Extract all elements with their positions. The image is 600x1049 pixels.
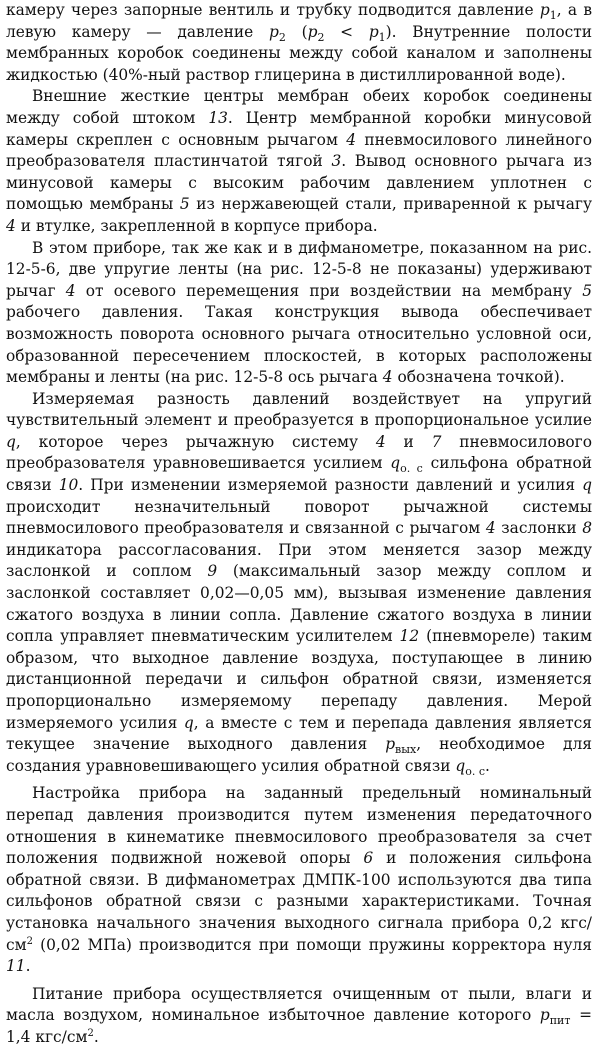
paragraph-air-supply bbox=[6, 984, 592, 1049]
text-run: и положения сильфона обратной связи. В дифманометрах ДМПК-100 используются два типа сильфонов обратной связи с разными характеристиками. Точная установка начального значения выходного сигнала прибора 0,2 кгс/см bbox=[6, 849, 592, 954]
text-run: Внешние жесткие центры мембран обеих коробок соединены между собой штоком bbox=[6, 87, 592, 127]
italic-symbol: 12 bbox=[399, 627, 420, 646]
paragraph-calibration bbox=[6, 783, 592, 977]
text-run: . Вывод основного рычага из минусовой камеры с высоким рабочим давлением уплотнен с помощью мембраны bbox=[6, 152, 592, 214]
superscript: 2 bbox=[26, 935, 33, 947]
paragraph-elastic-bands bbox=[6, 238, 592, 389]
italic-symbol: q bbox=[183, 713, 194, 732]
document-page bbox=[6, 0, 592, 1049]
text-run: В этом приборе, так же как и в дифманометре, показанном на рис. 12-5-6, две упругие ленты (на рис. 12-5-8 не показаны) удерживают рычаг bbox=[6, 238, 592, 300]
paragraph-continuation bbox=[6, 0, 592, 86]
text-run: сильфона обратной связи bbox=[6, 454, 593, 495]
text-run: происходит незначительный поворот рычажной системы пневмосилового преобразователя и связанной с рычагом bbox=[6, 497, 592, 538]
text-run: Измеряемая разность давлений воздействует на упругий чувствительный элемент и преобразуется в пропорциональное усилие bbox=[6, 389, 592, 430]
text-run: < bbox=[324, 22, 369, 41]
text-run: . bbox=[25, 957, 31, 976]
italic-symbol: q bbox=[390, 454, 401, 473]
text-run: ). Внутренние полости мембранных коробок соединены между собой каналом и заполнены жидкостью (40%-ный раствор глицерина в дистиллированной воде). bbox=[6, 22, 592, 84]
text-run: ( bbox=[285, 22, 308, 41]
text-run: обозначена точкой). bbox=[392, 368, 565, 387]
subscript: пит bbox=[549, 1014, 571, 1028]
italic-symbol: 5 bbox=[179, 195, 190, 214]
text-run: , а в левую камеру — давление bbox=[6, 1, 592, 41]
text-run: . Центр мембранной коробки минусовой камеры скреплен с основным рычагом bbox=[6, 108, 592, 149]
italic-symbol: 13 bbox=[208, 108, 228, 127]
italic-symbol: 7 bbox=[431, 432, 442, 451]
text-run: (пневмореле) таким образом, что выходное давление воздуха, поступающее в линию дистанционной передачи и сильфон обратной связи, изменяется пропорционально измеряемому перепаду давления. Мерой измеряемого усилия bbox=[6, 627, 592, 732]
text-run: Питание прибора осуществляется очищенным от пыли, влаги и масла воздухом, номинальное избыточное давление которого bbox=[6, 984, 592, 1025]
subscript: о. с bbox=[400, 462, 423, 476]
italic-symbol: p bbox=[539, 1, 550, 19]
subscript: 2 bbox=[317, 30, 325, 44]
italic-symbol: 4 bbox=[346, 130, 357, 149]
text-run: . bbox=[93, 1027, 99, 1046]
subscript: о. с bbox=[465, 764, 486, 778]
subscript: 2 bbox=[278, 30, 286, 44]
subscript: вых bbox=[395, 743, 417, 757]
italic-symbol: 4 bbox=[65, 281, 76, 300]
subscript: 1 bbox=[378, 30, 386, 44]
text-run: рабочего давления. Такая конструкция вывода обеспечивает возможность поворота основного рычага относительно условной оси, образованной пересечением плоскостей, в которых расположены мембраны и ленты (на рис. 12-5-8 ось рычага bbox=[6, 303, 592, 387]
italic-symbol: p bbox=[268, 22, 279, 41]
italic-symbol: p bbox=[307, 22, 318, 41]
italic-symbol: 4 bbox=[485, 519, 496, 538]
text-run: . При изменении измеряемой разности давлений и усилия bbox=[78, 476, 583, 495]
text-run: из нержавеющей стали, приваренной к рычагу bbox=[189, 195, 592, 214]
italic-symbol: 9 bbox=[207, 562, 218, 581]
text-run: и втулке, закрепленной в корпусе прибора. bbox=[15, 216, 378, 235]
italic-symbol: 4 bbox=[375, 432, 386, 451]
paragraph-pressure-difference bbox=[6, 389, 592, 778]
italic-symbol: p bbox=[368, 22, 379, 41]
text-run: , необходимое для создания уравновешивающего усилия обратной связи bbox=[6, 735, 592, 775]
text-run: (максимальный зазор между соплом и заслонкой составляет 0,02—0,05 мм), вызывая изменение давления сжатого воздуха в линии сопла. Давление сжатого воздуха в линии сопла управляет пневматическим усилителем bbox=[6, 562, 592, 646]
text-run: (0,02 МПа) производится при помощи пружины корректора нуля bbox=[32, 935, 592, 954]
italic-symbol: 5 bbox=[582, 281, 592, 300]
italic-symbol: 6 bbox=[363, 849, 374, 868]
text-run: камеру через запорные вентиль и трубку подводится давление bbox=[6, 1, 540, 19]
italic-symbol: 4 bbox=[382, 368, 393, 387]
text-run: и bbox=[385, 432, 432, 451]
text-run: пневмосилового линейного преобразователя пластинчатой тягой bbox=[6, 130, 592, 171]
italic-symbol: 10 bbox=[58, 476, 79, 495]
italic-symbol: q bbox=[455, 756, 466, 775]
italic-symbol: 8 bbox=[582, 519, 592, 538]
text-run: , которое через рычажную систему bbox=[15, 432, 376, 451]
italic-symbol: q bbox=[6, 432, 16, 451]
italic-symbol: 3 bbox=[331, 152, 342, 171]
text-run: заслонки bbox=[495, 519, 583, 538]
text-run: = 1,4 кгс/см bbox=[6, 1006, 592, 1046]
text-run: , а вместе с тем и перепада давления является текущее значение выходного давления bbox=[6, 713, 592, 754]
italic-symbol: p bbox=[385, 735, 396, 754]
italic-symbol: 4 bbox=[6, 216, 16, 235]
paragraph-membrane-centers bbox=[6, 86, 592, 237]
text-run: Настройка прибора на заданный предельный номинальный перепад давления производится путем изменения передаточного отношения в кинематике пневмосилового преобразователя за счет положения подвижной ножевой опоры bbox=[6, 784, 592, 868]
italic-symbol: q bbox=[582, 476, 592, 495]
italic-symbol: p bbox=[539, 1006, 550, 1025]
text-run: пневмосилового преобразователя уравновешивается усилием bbox=[6, 432, 592, 473]
text-run: . bbox=[485, 756, 490, 775]
italic-symbol: 11 bbox=[6, 957, 26, 976]
text-run: от осевого перемещения при воздействии на мембрану bbox=[75, 281, 583, 300]
text-run: индикатора рассогласования. При этом меняется зазор между заслонкой и соплом bbox=[6, 540, 592, 581]
superscript: 2 bbox=[87, 1027, 94, 1039]
subscript: 1 bbox=[549, 9, 557, 22]
